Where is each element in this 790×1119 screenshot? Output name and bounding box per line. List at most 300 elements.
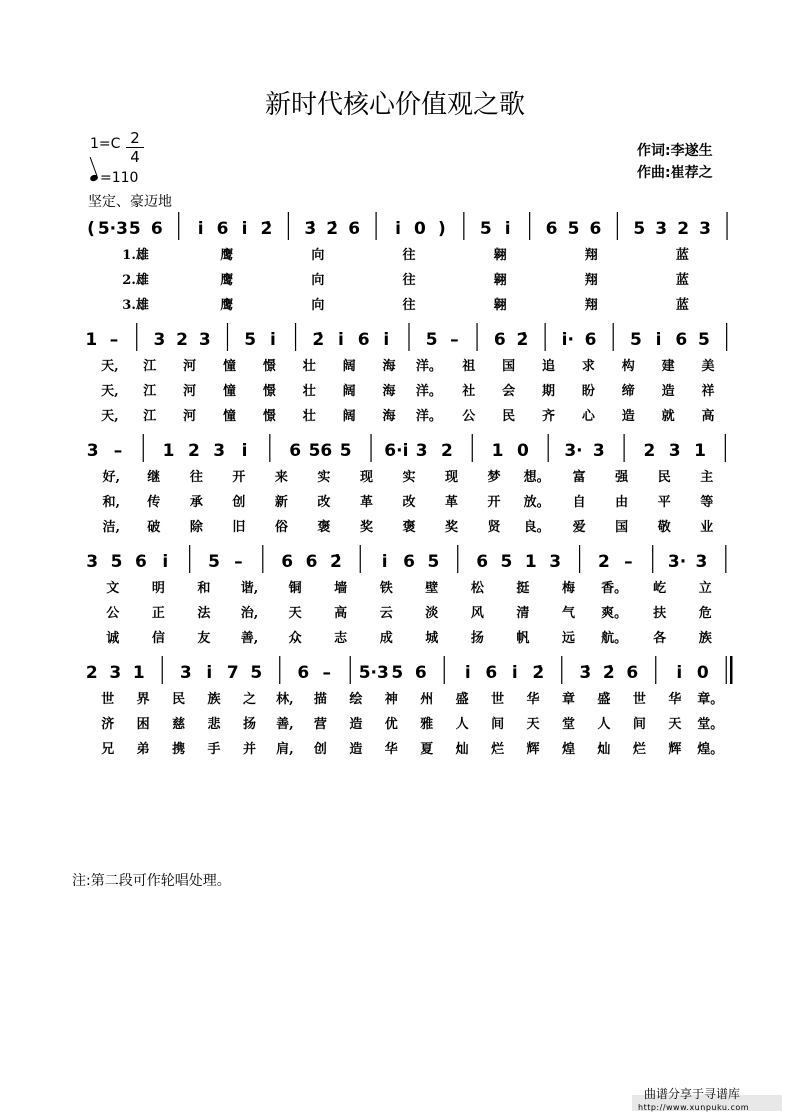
lyric-char: 贤 (487, 520, 501, 535)
lyric-char: 承 (189, 495, 203, 510)
lyric-char: 传 (147, 495, 161, 510)
lyric-char: 民 (172, 692, 186, 707)
lyric-char: 铜 (288, 581, 302, 596)
lyric-char: 鹰 (220, 248, 234, 263)
lyric-char: 翱 (493, 248, 507, 263)
lyric-char: 憧 (223, 384, 237, 399)
lyric-char: 河 (183, 409, 197, 424)
lyric-char: 煌 (561, 742, 576, 757)
lyric-char: 描 (313, 692, 327, 707)
score-note: 5 (128, 219, 141, 239)
score-note: – (109, 330, 119, 350)
lyric-char: 造 (349, 717, 363, 732)
score-note: i· (561, 330, 574, 350)
lyric-char: 城 (425, 631, 439, 646)
lyric-char: 旧 (232, 520, 246, 535)
lyric-char: 江 (143, 384, 157, 399)
lyric-char: 鹰 (220, 298, 234, 313)
lyric-char: 褒 (317, 520, 331, 535)
score-note: 6 (216, 219, 229, 239)
lyric-char: 云 (379, 606, 393, 621)
lyric-char: 革 (359, 495, 373, 510)
lyric-char: 新 (274, 495, 288, 510)
score-note: i (241, 441, 248, 461)
lyric-char: 向 (311, 273, 325, 288)
lyric-char: 奖 (359, 520, 373, 535)
lyric-char: 族 (698, 631, 712, 646)
lyric-char: 高 (334, 606, 348, 621)
lyric-char: 航。 (601, 631, 628, 646)
score-note: 6 (493, 330, 506, 350)
lyric-char: 创 (313, 742, 327, 757)
lyric-char: 华 (526, 692, 540, 707)
lyric-char: 善, (240, 631, 259, 646)
lyric-char: 主 (700, 470, 714, 485)
lyric-char: 憬 (262, 384, 276, 399)
score-note: 2̇ (516, 330, 529, 350)
score-note: i (381, 552, 388, 572)
score-note: – (624, 552, 633, 572)
lyric-char: 往 (402, 248, 416, 263)
lyric-char: 继 (147, 470, 161, 485)
lyric-char: 壮 (302, 359, 316, 374)
lyric-char: 烂 (632, 742, 646, 757)
lyric-char: 远 (561, 631, 576, 646)
lyric-char: 优 (384, 717, 398, 732)
lyric-char: 往 (189, 470, 203, 485)
lyric-char: 开 (232, 470, 246, 485)
lyric-char: 开 (487, 495, 501, 510)
score-note: 5 (633, 219, 646, 239)
lyric-char: 翔 (584, 248, 598, 263)
score-note: i (197, 219, 204, 239)
lyric-char: 族 (207, 692, 221, 707)
lyric-char: 缔 (621, 384, 635, 399)
lyric-char: 想。 (523, 470, 550, 485)
score-note: i (338, 330, 344, 350)
lyric-char: 由 (615, 495, 629, 510)
lyric-char: 困 (136, 717, 150, 732)
lyric-char: 立 (698, 581, 712, 596)
lyric-char: 洁, (102, 520, 121, 535)
lyric-char: 梦 (487, 470, 501, 485)
lyric-char: 间 (632, 717, 646, 732)
lyric-char: 洋。 (415, 384, 442, 399)
lyric-char: 墙 (334, 581, 348, 596)
lyric-char: 并 (242, 742, 257, 757)
score-note: 3 (592, 441, 605, 461)
lyric-char: 天, (101, 384, 119, 399)
score-note: 6 (289, 441, 302, 461)
score-note: 5 (698, 330, 710, 350)
score-note: 5·3 (97, 219, 128, 239)
lyric-char: 危 (698, 606, 712, 621)
lyric-char: 向 (311, 298, 325, 313)
score-note: 0 (516, 441, 529, 461)
score-note: i (504, 219, 511, 239)
performance-note: 注:第二段可作轮唱处理。 (72, 873, 231, 889)
score-note: 3 (415, 441, 428, 461)
lyric-char: 破 (147, 520, 161, 535)
lyric-char: 翔 (584, 298, 598, 313)
lyric-char: 天 (526, 717, 540, 732)
score-note: 0 (414, 219, 426, 239)
score-note: 6 (584, 330, 597, 350)
lyric-char: 现 (359, 470, 373, 485)
lyric-char: 洋。 (415, 359, 442, 374)
lyric-char: 会 (502, 384, 516, 399)
lyric-char: 扬 (242, 717, 257, 732)
lyricist-credit: 作词:李遂生 (637, 143, 713, 159)
lyric-char: 向 (311, 248, 325, 263)
tempo-value: =110 (100, 170, 139, 186)
lyric-char: 就 (661, 409, 675, 424)
lyric-char: 求 (581, 359, 595, 374)
score-note: 5 (427, 552, 440, 572)
score-note: i (269, 330, 276, 350)
lyric-char: 世 (491, 692, 505, 707)
lyric-char: 美 (701, 359, 715, 374)
score-note: 1 (491, 441, 504, 461)
expression-marking: 坚定、豪迈地 (88, 194, 172, 210)
lyric-char: 灿 (597, 742, 611, 757)
lyric-char: 扬 (470, 631, 484, 646)
lyric-char: 阔 (342, 359, 356, 374)
score-note: 3 (109, 663, 122, 683)
lyric-char: 各 (653, 631, 667, 646)
lyric-char: 州 (420, 692, 434, 707)
lyric-char: 悲 (207, 717, 221, 732)
lyric-char: 梅 (561, 581, 576, 596)
lyric-char: 心 (581, 409, 595, 424)
lyric-char: 憬 (262, 409, 276, 424)
score-note: 3 (695, 552, 708, 572)
score-note: 6 (305, 552, 318, 572)
lyric-char: 扶 (653, 606, 667, 621)
lyric-char: 气 (561, 606, 576, 621)
score-note: 3 (699, 219, 712, 239)
lyric-char: 民 (502, 409, 516, 424)
lyric-char: 堂。 (697, 717, 724, 732)
lyric-char: 爱 (572, 520, 586, 535)
lyric-char: 来 (274, 470, 288, 485)
lyric-char: 诚 (106, 631, 120, 646)
lyric-char: 界 (136, 692, 150, 707)
score-note: 6 (414, 663, 427, 683)
score-note: 5 (391, 663, 404, 683)
lyric-char: 造 (661, 384, 675, 399)
score-note: i (464, 663, 471, 683)
lyric-char: 江 (143, 409, 157, 424)
score-note: 6 (357, 330, 370, 350)
score-note: 2 (598, 552, 610, 572)
lyric-char: 夏 (420, 742, 434, 757)
lyric-char: 俗 (274, 520, 288, 535)
lyric-char: 弟 (136, 742, 150, 757)
key-label: 1=C (90, 136, 121, 152)
lyric-char: 除 (189, 520, 203, 535)
score-note: ) (438, 219, 446, 239)
lyric-char: 世 (101, 692, 115, 707)
score-note: 2̇ (260, 219, 273, 239)
lyric-char: 实 (317, 470, 331, 485)
lyric-char: 实 (402, 470, 416, 485)
lyric-char: 神 (384, 692, 398, 707)
lyric-char: 善, (276, 717, 294, 732)
score-note: 0 (696, 663, 709, 683)
score-note: – (450, 330, 459, 350)
score-note: 6 (675, 330, 688, 350)
lyric-char: 海 (382, 384, 396, 399)
lyric-char: 3.雄 (122, 298, 149, 313)
lyric-char: 平 (657, 495, 671, 510)
score-note: 3 (86, 441, 99, 461)
score-note: 3̇ (304, 219, 317, 239)
score-note: 5 (629, 330, 642, 350)
score-note: 2̇ (329, 552, 342, 572)
lyric-char: 清 (516, 606, 530, 621)
score-note: 2̇ (602, 663, 615, 683)
lyric-char: 齐 (542, 409, 556, 424)
score-note: 1 (85, 330, 98, 350)
lyric-char: 帆 (516, 631, 530, 646)
lyric-char: 高 (701, 409, 715, 424)
lyric-char: 祖 (462, 359, 476, 374)
lyric-char: 堂 (561, 717, 576, 732)
lyric-char: 手 (207, 742, 221, 757)
lyric-char: 构 (621, 359, 635, 374)
score-note: 5 (479, 219, 492, 239)
lyric-char: 革 (445, 495, 459, 510)
song-title: 新时代核心价值观之歌 (264, 90, 525, 120)
score-note: 6 (545, 219, 558, 239)
score-note: 5 (567, 219, 580, 239)
lyric-char: 华 (668, 692, 682, 707)
lyric-char: 成 (379, 631, 393, 646)
score-note: 1 (524, 552, 537, 572)
lyric-char: 正 (151, 606, 165, 621)
lyric-char: 褒 (402, 520, 416, 535)
time-signature-bottom: 4 (130, 148, 140, 166)
score-note: 2̇ (312, 330, 325, 350)
lyric-char: 翔 (584, 273, 598, 288)
lyric-char: 业 (700, 520, 714, 535)
score-note: 5 (500, 552, 513, 572)
score-note: 1 (132, 663, 145, 683)
lyric-char: 挺 (516, 581, 530, 596)
lyric-char: 天 (288, 606, 302, 621)
lyric-char: 信 (151, 631, 165, 646)
score-note: 3 (198, 330, 211, 350)
lyric-char: 济 (101, 717, 115, 732)
lyric-char: 兄 (101, 742, 115, 757)
lyric-char: 盛 (455, 692, 469, 707)
score-note: 2 (187, 441, 200, 461)
lyric-char: 蓝 (675, 298, 689, 313)
lyric-char: 携 (172, 742, 186, 757)
score-note: – (322, 663, 331, 683)
score-note: i (241, 219, 248, 239)
lyric-char: 翱 (493, 273, 507, 288)
lyric-char: 谐, (240, 581, 259, 596)
lyric-char: 奖 (445, 520, 459, 535)
lyric-char: 世 (632, 692, 646, 707)
lyric-char: 造 (349, 742, 363, 757)
score-note: 3 (549, 552, 562, 572)
lyric-char: 铁 (379, 581, 393, 596)
lyric-char: 间 (491, 717, 505, 732)
score-note: 6 (485, 663, 498, 683)
score-note: 5 (250, 663, 263, 683)
lyric-char: 海 (382, 409, 396, 424)
score-note: 6 (626, 663, 639, 683)
score-note: i (206, 663, 213, 683)
score-note: 6 (297, 663, 310, 683)
lyric-char: 自 (572, 495, 586, 510)
score-note: 3̇ (579, 663, 592, 683)
score-note: 6 (589, 219, 602, 239)
lyric-char: 壮 (302, 384, 316, 399)
lyric-char: 海 (382, 359, 396, 374)
lyric-char: 憧 (223, 359, 237, 374)
composer-credit: 作曲:崔荐之 (637, 165, 713, 181)
lyric-char: 强 (615, 470, 629, 485)
score-note: 2 (677, 219, 690, 239)
score-note: 6·i (384, 441, 409, 461)
lyric-char: 盼 (581, 384, 595, 399)
lyric-char: 华 (384, 742, 398, 757)
score-note: 3· (564, 441, 583, 461)
lyric-char: 1.雄 (122, 248, 149, 263)
lyric-char: 等 (700, 495, 714, 510)
lyric-char: 天 (668, 717, 682, 732)
lyric-char: 公 (106, 606, 120, 621)
score-note: i (395, 219, 401, 239)
time-signature-top: 2 (130, 129, 140, 147)
lyric-char: 江 (143, 359, 157, 374)
lyric-char: 林, (276, 692, 294, 707)
score-note: 3 (153, 330, 166, 350)
lyric-char: 治, (240, 606, 259, 621)
score-note: 3 (179, 663, 192, 683)
score-note: 6 (348, 219, 361, 239)
score-note: i (511, 663, 518, 683)
lyric-char: 香。 (601, 581, 628, 596)
lyric-char: 人 (597, 717, 611, 732)
score-note: 6 (135, 552, 147, 572)
lyric-char: 祥 (701, 384, 715, 399)
lyric-char: 敬 (657, 520, 671, 535)
score-note: 3 (655, 219, 668, 239)
score-note: 6 (476, 552, 489, 572)
score-note: 3· (667, 552, 687, 572)
score-note: i (383, 330, 390, 350)
score-note: 6 (150, 219, 163, 239)
lyric-char: 往 (402, 273, 416, 288)
lyric-char: 志 (334, 631, 348, 646)
lyric-char: 天, (101, 409, 119, 424)
lyric-char: 国 (615, 520, 629, 535)
lyric-char: 社 (462, 384, 476, 399)
score-note: ( (87, 219, 95, 239)
score-note: 5 (244, 330, 257, 350)
lyric-char: 阔 (342, 384, 356, 399)
lyric-char: 公 (462, 409, 476, 424)
lyric-char: 壁 (425, 581, 439, 596)
score-note: 1 (162, 441, 175, 461)
score-note: 2̇ (532, 663, 545, 683)
lyric-char: 章。 (697, 692, 724, 707)
score-note: 7 (226, 663, 239, 683)
lyric-char: 灿 (455, 742, 469, 757)
score-note: 5 (339, 441, 352, 461)
lyric-char: 翱 (493, 298, 507, 313)
lyric-char: 改 (402, 495, 416, 510)
score-note: 5·3 (358, 663, 389, 683)
score-note: i (655, 330, 662, 350)
footer-url: http://www.xunpuku.com (638, 1103, 750, 1112)
lyric-char: 2.雄 (122, 273, 149, 288)
lyric-char: 现 (445, 470, 459, 485)
lyric-char: 壮 (302, 409, 316, 424)
score-note: 56 (308, 441, 333, 461)
lyric-char: 往 (402, 298, 416, 313)
lyric-char: 绘 (349, 692, 363, 707)
lyric-char: 文 (106, 581, 120, 596)
lyric-char: 松 (470, 581, 484, 596)
lyric-char: 和 (197, 581, 211, 596)
score-note: 3 (668, 441, 681, 461)
lyric-char: 建 (661, 359, 675, 374)
lyric-char: 鹰 (220, 273, 234, 288)
score-note: – (113, 441, 123, 461)
lyric-char: 创 (232, 495, 246, 510)
lyric-char: 改 (317, 495, 331, 510)
score-note: 5 (425, 330, 438, 350)
score-note: 5 (110, 552, 123, 572)
score-note: 2 (176, 330, 189, 350)
lyric-char: 之 (242, 692, 257, 707)
lyric-char: 人 (455, 717, 469, 732)
score-note: 3 (86, 552, 99, 572)
score-note: i (676, 663, 683, 683)
lyric-char: 好, (102, 470, 121, 485)
lyric-char: 河 (183, 384, 197, 399)
lyric-char: 慈 (172, 717, 186, 732)
lyric-char: 国 (502, 359, 516, 374)
lyric-char: 屹 (653, 581, 667, 596)
lyric-char: 雅 (420, 717, 434, 732)
score-note: 2 (441, 441, 453, 461)
score-note: 3 (213, 441, 226, 461)
score-note: – (234, 552, 243, 572)
score-note: 5 (208, 552, 220, 572)
lyric-char: 蓝 (675, 273, 689, 288)
lyric-char: 友 (197, 631, 211, 646)
score-note: 2 (85, 663, 98, 683)
lyric-char: 期 (542, 384, 556, 399)
score-note: 2̇ (326, 219, 339, 239)
lyric-char: 造 (621, 409, 635, 424)
lyric-char: 蓝 (675, 248, 689, 263)
lyric-char: 章 (561, 692, 576, 707)
lyric-char: 憬 (262, 359, 276, 374)
lyric-char: 洋。 (415, 409, 442, 424)
lyric-char: 盛 (597, 692, 611, 707)
lyric-char: 煌。 (697, 742, 724, 757)
lyric-char: 肩, (276, 742, 294, 757)
lyric-char: 法 (197, 606, 211, 621)
